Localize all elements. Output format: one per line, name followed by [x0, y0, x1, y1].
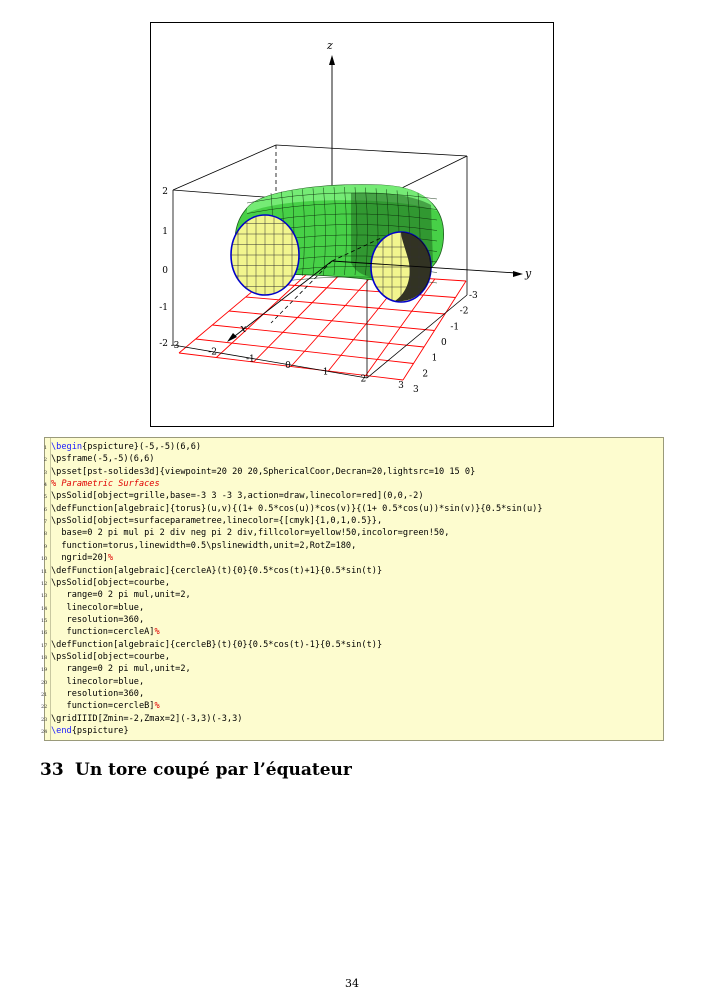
code-line: [41, 663, 663, 675]
line-number: 5: [43, 494, 47, 501]
code-line: [45, 478, 663, 490]
code-text: resolution=360,: [51, 689, 145, 699]
y-tick-label: 1: [431, 353, 438, 364]
code-text: function=torus,linewidth=0.5\pslinewidth,unit=2,RotZ=180,: [51, 540, 357, 551]
code-line: [41, 577, 663, 589]
code-line: [41, 688, 663, 700]
line-number: 24: [41, 729, 48, 736]
torus-figure: [150, 22, 554, 427]
z-tick-label: 0: [162, 266, 168, 276]
line-number: 16: [41, 630, 48, 637]
code-line: [41, 639, 663, 651]
line-number: 11: [41, 568, 48, 575]
code-line: [41, 676, 663, 688]
z-tick-label: 2: [162, 187, 168, 197]
code-line: [41, 700, 663, 712]
x-tick-label: -1: [245, 354, 255, 365]
y-axis-label: y: [525, 267, 532, 280]
code-text: \end{pspicture}: [51, 726, 129, 737]
line-number: 20: [41, 679, 48, 686]
x-tick-label: 2: [360, 374, 367, 385]
code-line: [41, 725, 663, 737]
section-title: Un tore coupé par l’équateur: [75, 760, 352, 780]
line-number: 8: [43, 531, 47, 538]
code-line: [45, 540, 663, 552]
code-text: function=cercleA]%: [51, 627, 160, 638]
y-tick-label: 3: [413, 385, 419, 395]
line-number: 19: [41, 667, 48, 674]
code-line: [45, 441, 663, 453]
line-number: 4: [43, 482, 47, 489]
y-tick-label: 2: [422, 369, 429, 380]
code-line: [41, 602, 663, 614]
code-line: [45, 453, 663, 465]
code-line: [41, 552, 663, 564]
line-number: 10: [41, 556, 48, 563]
z-tick-label: -2: [159, 339, 168, 349]
code-text: \defFunction[algebraic]{cercleB}(t){0}{0.5*cos(t)-1}{0.5*sin(t)}: [51, 639, 383, 650]
code-line: [41, 565, 663, 577]
code-text: base=0 2 pi mul pi 2 div neg pi 2 div,fillcolor=yellow!50,incolor=green!50,: [51, 528, 450, 539]
code-line: [41, 589, 663, 601]
code-text: % Parametric Surfaces: [51, 479, 160, 490]
code-text: \begin{pspicture}(-5,-5)(6,6): [51, 442, 202, 452]
code-line: [41, 614, 663, 626]
line-number: 21: [41, 692, 48, 698]
x-tick-label: 1: [322, 367, 329, 378]
line-number: 3: [43, 469, 47, 476]
z-tick-label: -1: [159, 303, 168, 313]
y-tick-labels: [413, 291, 478, 395]
section-heading: [40, 760, 352, 780]
code-line: [45, 490, 663, 502]
code-text: range=0 2 pi mul,unit=2,: [51, 590, 191, 601]
code-text: function=cercleB]%: [51, 701, 160, 712]
code-text: ngrid=20]%: [51, 553, 114, 564]
line-number: 22: [41, 704, 48, 711]
line-number: 12: [41, 580, 48, 587]
y-tick-label: 0: [441, 338, 447, 348]
code-text: linecolor=blue,: [51, 676, 145, 687]
section-number: 33: [40, 760, 64, 780]
grid-line: [229, 311, 435, 331]
line-number: 17: [41, 642, 48, 649]
line-number: 14: [41, 605, 48, 612]
x-axis-label: x: [240, 322, 247, 335]
line-number: 7: [43, 519, 47, 526]
code-listing: [41, 437, 664, 741]
code-text: \psSolid[object=courbe,: [51, 577, 170, 588]
z-tick-label: 1: [162, 227, 168, 237]
code-line: [45, 527, 663, 539]
x-tick-label: -2: [208, 347, 218, 358]
code-text: \psSolid[object=courbe,: [51, 651, 170, 662]
y-tick-label: -1: [450, 322, 460, 333]
code-text: linecolor=blue,: [51, 602, 145, 613]
z-axis-label: z: [327, 39, 333, 52]
code-line: [45, 503, 663, 515]
code-text: \defFunction[algebraic]{torus}(u,v){(1+ 0.5*cos(u))*cos(v)}{(1+ 0.5*cos(u))*sin(v)}{0.5*sin(u)}: [51, 503, 543, 514]
line-number: 23: [41, 716, 48, 723]
line-number: 2: [43, 457, 47, 464]
line-number: 18: [41, 654, 48, 661]
code-line: [41, 626, 663, 638]
code-text: resolution=360,: [51, 614, 145, 625]
z-tick-labels: [159, 187, 168, 349]
code-text: \psframe(-5,-5)(6,6): [51, 454, 155, 465]
code-text: range=0 2 pi mul,unit=2,: [51, 664, 191, 675]
code-line: [41, 713, 663, 725]
y-tick-label: -3: [469, 291, 478, 301]
y-tick-label: -2: [459, 306, 469, 317]
code-text: \psSolid[object=grille,base=-3 3 -3 3,action=draw,linecolor=red](0,0,-2): [51, 491, 424, 502]
torus-surface: [231, 185, 444, 302]
code-text: \gridIIID[Zmin=-2,Zmax=2](-3,3)(-3,3): [51, 713, 243, 724]
code-line: [41, 651, 663, 663]
code-line: [45, 466, 663, 478]
page-number: 34: [345, 977, 359, 990]
x-tick-label: -3: [170, 341, 180, 351]
line-number: 9: [43, 543, 47, 550]
x-tick-label: 3: [398, 381, 404, 391]
x-tick-label: 0: [285, 361, 291, 371]
line-number: 15: [41, 617, 48, 624]
line-number: 6: [43, 506, 47, 513]
torus-plot: [151, 23, 553, 426]
line-number: 13: [41, 593, 48, 600]
code-text: \psSolid[object=surfaceparametree,linecolor={[cmyk]{1,0,1,0.5}},: [51, 516, 383, 527]
x-tick-labels: [171, 341, 405, 391]
code-line: [45, 515, 663, 527]
line-number: 1: [43, 445, 47, 451]
code-text: \defFunction[algebraic]{cercleA}(t){0}{0.5*cos(t)+1}{0.5*sin(t)}: [51, 565, 383, 576]
code-text: \psset[pst-solides3d]{viewpoint=20 20 20,SphericalCoor,Decran=20,lightsrc=10 15 0}: [51, 466, 476, 477]
